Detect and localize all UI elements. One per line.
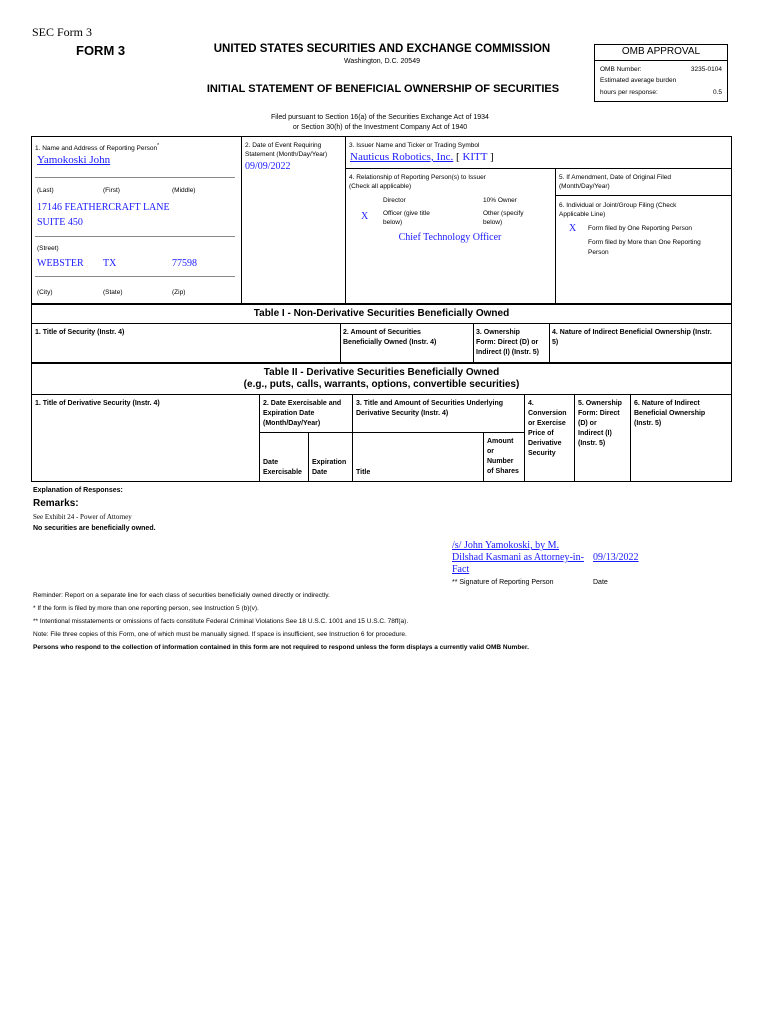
reporting-person-name[interactable]: Yamokoski John bbox=[37, 154, 111, 166]
table1-col2-header-line2: Beneficially Owned (Instr. 4) bbox=[343, 339, 437, 346]
file-copies-note: Note: File three copies of this Form, one of which must be manually signed. If space is insufficient, see Instruction 6 for procedure. bbox=[33, 631, 407, 638]
officer-title: Chief Technology Officer bbox=[398, 232, 502, 243]
box4-label-line1: 4. Relationship of Reporting Person(s) to Issuer bbox=[349, 174, 486, 181]
omb-title: OMB APPROVAL bbox=[621, 46, 701, 57]
ten-percent-owner-label: 10% Owner bbox=[483, 197, 517, 204]
table2-title-line1: Table II - Derivative Securities Beneficially Owned bbox=[263, 367, 500, 378]
ticker-close-bracket: ] bbox=[490, 151, 494, 163]
other-label-line2: below) bbox=[483, 219, 503, 226]
box2-label-line1: 2. Date of Event Requiring bbox=[245, 142, 322, 149]
table1-col4-header-line2: 5) bbox=[552, 339, 559, 346]
box1-label: 1. Name and Address of Reporting Person* bbox=[35, 143, 160, 153]
table2-col5-header-line5: (Instr. 5) bbox=[578, 440, 606, 447]
table2-col2-header-line2: Expiration Date bbox=[263, 410, 315, 417]
zip-value: 77598 bbox=[172, 258, 197, 269]
date-label: Date bbox=[593, 579, 608, 586]
box3-label: 3. Issuer Name and Ticker or Trading Symbol bbox=[349, 142, 480, 149]
signature-line1[interactable]: /s/ John Yamokoski, by M. bbox=[452, 540, 559, 551]
table1-col3-header-line2: Form: Direct (D) or bbox=[476, 339, 539, 346]
omb-notice: Persons who respond to the collection of information contained in this form are not required to respond unless the form displays a currently valid OMB Number. bbox=[33, 644, 529, 651]
officer-label-line2: below) bbox=[383, 219, 403, 226]
omb-hours-label: hours per response: bbox=[600, 89, 658, 96]
table2-col4-header-line3: or Exercise bbox=[528, 420, 566, 427]
street-line2: SUITE 450 bbox=[37, 217, 83, 228]
last-label: (Last) bbox=[37, 187, 54, 194]
table2-col4-header-line2: Conversion bbox=[528, 410, 567, 417]
signature-line2[interactable]: Dilshad Kasmani as Attorney-in- bbox=[452, 552, 584, 563]
omb-number-label: OMB Number: bbox=[600, 66, 642, 73]
subheader-date-exercisable-line2: Exercisable bbox=[263, 469, 302, 476]
table1-title: Table I - Non-Derivative Securities Beneficially Owned bbox=[253, 308, 510, 319]
subheader-amount-line4: of Shares bbox=[487, 468, 519, 475]
street-label: (Street) bbox=[37, 245, 59, 252]
remarks-no-securities: No securities are beneficially owned. bbox=[33, 525, 156, 532]
form-label: FORM 3 bbox=[76, 43, 126, 58]
table2-col3-header-line1: 3. Title and Amount of Securities Underlying bbox=[356, 400, 504, 407]
table2-col5-header-line3: (D) or bbox=[578, 420, 597, 427]
table2-col3-header-line2: Derivative Security (Instr. 4) bbox=[356, 410, 449, 417]
signature-line3[interactable]: Fact bbox=[452, 564, 470, 575]
table2-col6-header-line3: (Instr. 5) bbox=[634, 420, 662, 427]
table1-col3-header-line3: Indirect (I) (Instr. 5) bbox=[476, 349, 540, 356]
table1-col3-header-line1: 3. Ownership bbox=[476, 329, 520, 336]
footnote-star: * If the form is filed by more than one reporting person, see Instruction 5 (b)(v). bbox=[33, 605, 259, 612]
omb-number-value: 3235-0104 bbox=[690, 66, 722, 73]
box5-label-line2: (Month/Day/Year) bbox=[559, 183, 610, 190]
remarks-exhibit: See Exhibit 24 - Power of Attorney bbox=[33, 513, 132, 521]
omb-hours-value: 0.5 bbox=[712, 89, 722, 96]
subheader-title: Title bbox=[356, 469, 371, 476]
table1-col1-header: 1. Title of Security (Instr. 4) bbox=[35, 329, 125, 336]
filed-pursuant-line2: or Section 30(h) of the Investment Company Act of 1940 bbox=[292, 124, 468, 131]
issuer-name-row bbox=[350, 151, 494, 163]
table2-col6-header-line1: 6. Nature of Indirect bbox=[634, 400, 700, 407]
table2-col5-header-line1: 5. Ownership bbox=[578, 400, 622, 407]
signature-label: ** Signature of Reporting Person bbox=[452, 579, 554, 586]
officer-checkmark: X bbox=[361, 211, 369, 222]
subheader-amount-line1: Amount bbox=[487, 438, 514, 445]
state-label: (State) bbox=[103, 289, 123, 296]
filing-option-one: Form filed by One Reporting Person bbox=[588, 225, 693, 232]
signature-date[interactable]: 09/13/2022 bbox=[593, 552, 639, 563]
table2-col5-header-line2: Form: Direct bbox=[578, 410, 620, 417]
filed-pursuant-line1: Filed pursuant to Section 16(a) of the Securities Exchange Act of 1934 bbox=[271, 114, 489, 121]
box6-label-line2: Applicable Line) bbox=[559, 211, 606, 218]
street-line1: 17146 FEATHERCRAFT LANE bbox=[37, 202, 170, 213]
table2-col4-header-line1: 4. bbox=[528, 400, 534, 407]
zip-label: (Zip) bbox=[172, 289, 186, 296]
table2-col1-header: 1. Title of Derivative Security (Instr. 4) bbox=[35, 400, 160, 407]
city-label: (City) bbox=[37, 289, 53, 296]
subheader-amount-line3: Number bbox=[487, 458, 514, 465]
table2-col4-header-line6: Security bbox=[528, 450, 556, 457]
agency-city: Washington, D.C. 20549 bbox=[343, 58, 420, 65]
ticker-open-bracket: [ bbox=[456, 151, 460, 163]
director-label: Director bbox=[383, 197, 406, 204]
subheader-expiration-line1: Expiration bbox=[312, 459, 347, 466]
table2-col2-header-line1: 2. Date Exercisable and bbox=[263, 400, 342, 407]
footnote-double-star: ** Intentional misstatements or omissions of facts constitute Federal Criminal Violations See 18 U.S.C. 1001 and 15 U.S.C. 78ff(a). bbox=[33, 618, 409, 625]
issuer-name[interactable]: Nauticus Robotics, Inc. bbox=[350, 151, 454, 163]
table2-col4-header-line4: Price of bbox=[528, 430, 554, 437]
explanation-label: Explanation of Responses: bbox=[33, 487, 123, 494]
box4-label-line2: (Check all applicable) bbox=[349, 183, 412, 190]
officer-label-line1: Officer (give title bbox=[383, 210, 430, 217]
box5-label-line1: 5. If Amendment, Date of Original Filed bbox=[559, 174, 671, 181]
filing-checkmark: X bbox=[569, 223, 577, 234]
statement-title: INITIAL STATEMENT OF BENEFICIAL OWNERSHIP OF SECURITIES bbox=[206, 83, 560, 95]
state-value: TX bbox=[103, 258, 117, 269]
box2-label-line2: Statement (Month/Day/Year) bbox=[245, 151, 328, 158]
table1-col2-header-line1: 2. Amount of Securities bbox=[343, 329, 421, 336]
table1-col4-header-line1: 4. Nature of Indirect Beneficial Ownership (Instr. bbox=[552, 329, 712, 336]
event-date: 09/09/2022 bbox=[245, 161, 291, 172]
reminder-note: Reminder: Report on a separate line for each class of securities beneficially owned directly or indirectly. bbox=[33, 592, 330, 599]
box6-label-line1: 6. Individual or Joint/Group Filing (Check bbox=[559, 202, 677, 209]
table2-col2-header-line3: (Month/Day/Year) bbox=[263, 420, 321, 427]
ticker-symbol: KITT bbox=[462, 151, 488, 163]
middle-label: (Middle) bbox=[172, 187, 196, 194]
table2-col5-header-line4: Indirect (I) bbox=[578, 430, 612, 437]
other-label-line1: Other (specify bbox=[483, 210, 524, 217]
subheader-expiration-line2: Date bbox=[312, 469, 328, 476]
subheader-amount-line2: or bbox=[487, 448, 494, 455]
first-label: (First) bbox=[103, 187, 120, 194]
table2-col6-header-line2: Beneficial Ownership bbox=[634, 410, 706, 417]
table2-title-line2: (e.g., puts, calls, warrants, options, convertible securities) bbox=[243, 379, 520, 390]
table2-col4-header-line5: Derivative bbox=[528, 440, 562, 447]
sec-form-label: SEC Form 3 bbox=[32, 25, 93, 39]
filing-option-more-line1: Form filed by More than One Reporting bbox=[588, 239, 701, 246]
filing-option-more-line2: Person bbox=[588, 249, 609, 256]
remarks-label: Remarks: bbox=[33, 498, 79, 509]
agency-title: UNITED STATES SECURITIES AND EXCHANGE COMMISSION bbox=[213, 43, 551, 55]
city-value: WEBSTER bbox=[37, 258, 84, 269]
subheader-date-exercisable-line1: Date bbox=[263, 459, 279, 466]
omb-burden-label: Estimated average burden bbox=[600, 77, 677, 84]
